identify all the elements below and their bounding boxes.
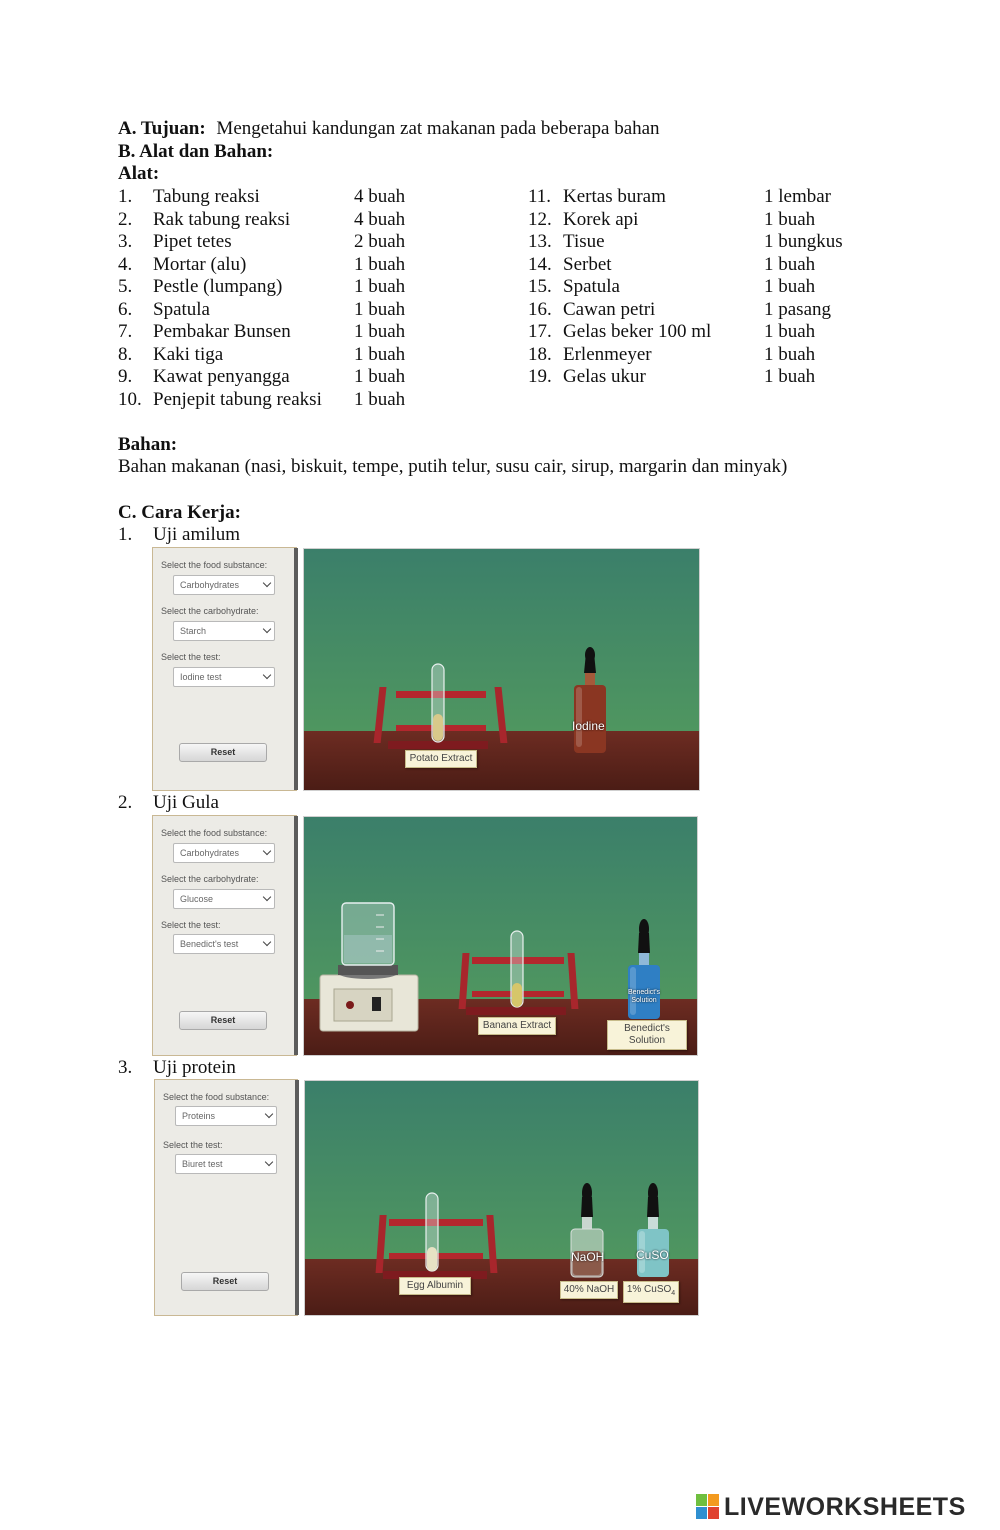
- alat-item-quantity: 4 buah: [354, 186, 406, 207]
- bahan-text: Bahan makanan (nasi, biskuit, tempe, putih telur, susu cair, sirup, margarin dan minyak): [118, 456, 788, 477]
- alat-item-quantity: 1 buah: [354, 321, 406, 342]
- alat-item: [528, 231, 868, 254]
- alat-item-quantity: 1 buah: [764, 253, 816, 275]
- alat-item-number: 4.: [118, 253, 133, 275]
- chevron-down-icon: [265, 1110, 273, 1118]
- benedicts-solution-tag: Benedict's Solution: [607, 1020, 687, 1050]
- carbohydrate-value: Starch: [180, 626, 207, 636]
- carbohydrate-select[interactable]: [173, 621, 275, 641]
- alat-item-quantity: 1 buah: [354, 343, 406, 365]
- alat-item-number: 15.: [528, 276, 552, 297]
- alat-item-quantity: 1 buah: [354, 253, 406, 275]
- alat-item-name: Spatula: [563, 276, 620, 297]
- alat-item: [118, 209, 458, 232]
- hot-plate: [320, 965, 418, 1031]
- alat-item: [118, 389, 458, 412]
- test-value: Iodine test: [180, 672, 222, 682]
- chevron-down-icon: [265, 1158, 273, 1166]
- alat-item: [528, 299, 868, 322]
- alat-item-name: Erlenmeyer: [563, 343, 652, 365]
- step-1-number: 1.: [118, 524, 133, 545]
- alat-item-quantity: 1 lembar: [764, 186, 832, 207]
- alat-item-number: 1.: [118, 186, 133, 207]
- alat-item-number: 7.: [118, 321, 133, 342]
- step-2-lab-scene: [303, 816, 698, 1056]
- alat-item-quantity: 1 buah: [354, 298, 406, 320]
- alat-item-name: Tisue: [563, 231, 605, 252]
- alat-item-name: Tabung reaksi: [153, 186, 260, 207]
- food-substance-select[interactable]: [173, 575, 275, 595]
- alat-item-number: 6.: [118, 298, 133, 320]
- iodine-bottle-label: Iodine: [572, 719, 605, 733]
- test-select[interactable]: [173, 934, 275, 954]
- alat-item: [528, 186, 868, 209]
- lab-scene-graphic: [304, 549, 700, 791]
- alat-item: [118, 321, 458, 344]
- alat-item-name: Korek api: [563, 208, 639, 230]
- cuso4-tag-subscript: 4: [671, 1290, 676, 1297]
- alat-item-number: 18.: [528, 343, 552, 365]
- food-substance-value: Carbohydrates: [180, 848, 240, 858]
- benedicts-bottle-label: Benedict's Solution: [627, 989, 661, 1004]
- alat-item-number: 8.: [118, 343, 133, 365]
- reset-button[interactable]: Reset: [179, 743, 267, 762]
- food-substance-label: Select the food substance:: [161, 560, 268, 570]
- chevron-down-icon: [263, 625, 271, 633]
- step-2-number: 2.: [118, 792, 133, 813]
- food-substance-select[interactable]: [173, 843, 275, 863]
- alat-item-name: Gelas beker 100 ml: [563, 321, 712, 342]
- alat-item-name: Kaki tiga: [153, 343, 224, 365]
- step-3-title: Uji protein: [153, 1057, 236, 1078]
- food-substance-value: Proteins: [182, 1111, 216, 1121]
- chevron-down-icon: [263, 579, 271, 587]
- panel-divider: [294, 548, 298, 790]
- test-select[interactable]: [173, 667, 275, 687]
- alat-item: [118, 231, 458, 254]
- alat-item-number: 5.: [118, 276, 133, 297]
- panel-divider: [294, 816, 298, 1055]
- reset-button[interactable]: Reset: [179, 1011, 267, 1030]
- test-tube: [426, 1193, 438, 1271]
- alat-item-quantity: 1 buah: [764, 208, 816, 230]
- alat-item-quantity: 1 buah: [354, 276, 406, 297]
- alat-item-name: Spatula: [153, 298, 210, 320]
- banana-extract-tag: Banana Extract: [478, 1017, 556, 1035]
- alat-heading: Alat:: [118, 163, 160, 184]
- alat-item-number: 13.: [528, 231, 552, 252]
- alat-item-quantity: 1 buah: [354, 388, 406, 410]
- food-substance-label: Select the food substance:: [163, 1092, 270, 1102]
- panel-divider: [295, 1080, 299, 1315]
- alat-item-quantity: 4 buah: [354, 208, 406, 230]
- alat-item: [118, 344, 458, 367]
- alat-item-number: 11.: [528, 186, 552, 207]
- step-2-title: Uji Gula: [153, 792, 219, 813]
- alat-item-number: 17.: [528, 321, 552, 342]
- naoh-tag: 40% NaOH: [560, 1281, 618, 1299]
- test-value: Biuret test: [182, 1159, 223, 1169]
- alat-item-number: 9.: [118, 366, 133, 387]
- alat-item-quantity: 1 buah: [764, 366, 816, 387]
- naoh-bottle-label: NaOH: [571, 1250, 605, 1264]
- alat-item-name: Kawat penyangga: [153, 366, 290, 387]
- alat-item-quantity: 2 buah: [354, 231, 406, 252]
- alat-item-quantity: 1 buah: [764, 321, 816, 342]
- alat-item-number: 2.: [118, 208, 133, 230]
- alat-item-name: Cawan petri: [563, 298, 656, 320]
- alat-item-name: Gelas ukur: [563, 366, 646, 387]
- step-3-control-panel: [154, 1079, 298, 1316]
- liveworksheets-logo-icon: [696, 1492, 722, 1522]
- egg-albumin-tag: Egg Albumin: [399, 1277, 471, 1295]
- tujuan-line: [118, 118, 660, 140]
- beaker: [342, 903, 394, 965]
- alat-item-quantity: 1 buah: [764, 276, 816, 297]
- alat-item-number: 3.: [118, 231, 133, 252]
- alat-item: [528, 209, 868, 232]
- alat-item: [528, 344, 868, 367]
- cara-kerja-heading: C. Cara Kerja:: [118, 502, 241, 523]
- alat-item-quantity: 1 buah: [354, 366, 406, 387]
- chevron-down-icon: [263, 671, 271, 679]
- chevron-down-icon: [263, 847, 271, 855]
- alat-item-number: 14.: [528, 253, 552, 275]
- chevron-down-icon: [263, 938, 271, 946]
- alat-item-name: Mortar (alu): [153, 253, 247, 275]
- alat-item-number: 10.: [118, 388, 142, 410]
- alat-item-quantity: 1 bungkus: [764, 231, 843, 252]
- cuso4-bottle-label: CuSO: [636, 1248, 669, 1262]
- alat-item-name: Penjepit tabung reaksi: [153, 388, 322, 410]
- carbohydrate-value: Glucose: [180, 894, 214, 904]
- carbohydrate-label: Select the carbohydrate:: [161, 606, 259, 616]
- alat-item-number: 16.: [528, 298, 552, 320]
- alat-item: [118, 366, 458, 389]
- food-substance-select[interactable]: [175, 1106, 277, 1126]
- step-1-control-panel: [152, 547, 297, 791]
- step-1-lab-scene: [303, 548, 700, 791]
- alat-item-name: Pipet tetes: [153, 231, 232, 252]
- carbohydrate-label: Select the carbohydrate:: [161, 874, 259, 884]
- test-label: Select the test:: [161, 920, 221, 930]
- step-3-number: 3.: [118, 1057, 133, 1078]
- test-select[interactable]: [175, 1154, 277, 1174]
- carbohydrate-select[interactable]: [173, 889, 275, 909]
- food-substance-value: Carbohydrates: [180, 580, 240, 590]
- cuso4-tag: [623, 1281, 679, 1303]
- alat-item-name: Pestle (lumpang): [153, 276, 283, 297]
- tujuan-heading: A. Tujuan:: [118, 118, 206, 139]
- alat-bahan-heading: B. Alat dan Bahan:: [118, 141, 274, 162]
- test-tube: [432, 664, 444, 742]
- food-substance-label: Select the food substance:: [161, 828, 268, 838]
- alat-item-quantity: 1 buah: [764, 343, 816, 365]
- chevron-down-icon: [263, 893, 271, 901]
- bahan-heading: Bahan:: [118, 434, 178, 455]
- alat-item: [528, 276, 868, 299]
- cuso4-tag-text: 1% CuSO: [626, 1284, 672, 1295]
- alat-item-name: Pembakar Bunsen: [153, 321, 291, 342]
- alat-item: [118, 186, 458, 209]
- test-label: Select the test:: [161, 652, 221, 662]
- alat-item-name: Serbet: [563, 253, 612, 275]
- alat-item: [118, 299, 458, 322]
- test-tube: [511, 931, 523, 1007]
- test-label: Select the test:: [163, 1140, 223, 1150]
- brand-name[interactable]: LIVEWORKSHEETS: [724, 1493, 966, 1521]
- alat-item-number: 19.: [528, 366, 552, 387]
- reset-button[interactable]: Reset: [181, 1272, 269, 1291]
- alat-item: [528, 321, 868, 344]
- alat-item-number: 12.: [528, 208, 552, 230]
- step-2-control-panel: [152, 815, 297, 1056]
- potato-extract-tag: Potato Extract: [405, 750, 477, 768]
- alat-item: [528, 366, 868, 389]
- step-3-lab-scene: [304, 1080, 699, 1316]
- alat-item-name: Kertas buram: [563, 186, 666, 207]
- alat-item-name: Rak tabung reaksi: [153, 208, 291, 230]
- alat-item-quantity: 1 pasang: [764, 298, 832, 320]
- alat-item: [528, 254, 868, 277]
- alat-item: [118, 254, 458, 277]
- tujuan-text: Mengetahui kandungan zat makanan pada beberapa bahan: [216, 118, 660, 139]
- test-value: Benedict's test: [180, 939, 239, 949]
- alat-item: [118, 276, 458, 299]
- step-1-title: Uji amilum: [153, 524, 241, 545]
